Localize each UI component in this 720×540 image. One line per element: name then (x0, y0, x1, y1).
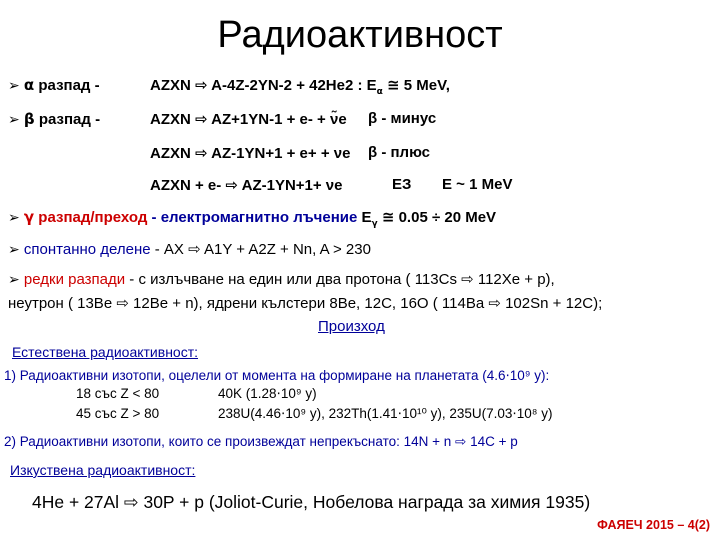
artificial-reaction: 4He + 27Al ⇨ 30P + p (Joliot-Curie, Нобелова награда за химия 1935) (32, 492, 591, 512)
alpha-decay-row (8, 76, 100, 94)
rare-line1: - с излъчване на един или два протона ( 113Cs ⇨ 112Xe + p), (129, 271, 555, 288)
natural-z-low-isotope: 40K (1.28⋅10⁹ y) (218, 386, 317, 401)
rare-decays-row (8, 270, 555, 288)
natural-z-high-isotopes: 238U(4.46⋅10⁹ y), 232Th(1.41⋅10¹⁰ y), 235U(7.03⋅10⁸ y) (218, 406, 553, 421)
fission-row (8, 240, 371, 258)
ec-tag: ЕЗ (392, 176, 412, 193)
gamma-desc: - електромагнитно лъчение (151, 209, 358, 226)
approx-icon: ≅ (387, 76, 400, 94)
gamma-row: ➢ γ разпад/преход - електромагнитно лъчение $E_\gamma$ ≅ 0.05 ÷ 20 MeV (8, 208, 497, 229)
natural-heading: Естествена радиоактивност: (12, 344, 199, 360)
gamma-label: разпад/преход (38, 209, 148, 226)
rare-line2: неутрон ( 13Be ⇨ 12Be + n), ядрени кълстери 8Be, 12C, 16O ( 114Ba ⇨ 102Sn + 12C); (8, 295, 603, 312)
arrow-bullet-icon: ➢ (8, 77, 20, 93)
alpha-formula: AZXN ⇨ A-4Z-2YN-2 + 42He2 : $E_\alpha$ ≅ 5 MeV, (150, 76, 450, 97)
arrow-bullet-icon: ➢ (8, 241, 20, 257)
rare-label: редки разпади (23, 271, 126, 288)
ec-formula: AZXN + e- ⇨ AZ-1YN+1+ νe (150, 177, 343, 194)
natural-item1: 1) Радиоактивни изотопи, оцелели от момента на формиране на планетата (4.6⋅10⁹ y): (4, 368, 550, 383)
beta-minus-suffix: β - минус (368, 110, 437, 127)
beta-label: разпад - (38, 111, 101, 128)
origin-link[interactable]: Произход (318, 318, 385, 335)
gamma-energy: 0.05 ÷ 20 MeV (398, 209, 497, 226)
fission-formula: - AX ⇨ A1Y + A2Z + Nn, A > 230 (154, 241, 371, 258)
ec-energy: E ~ 1 MeV (442, 176, 513, 193)
natural-item2: 2) Радиоактивни изотопи, които се произвеждат непрекъснато: 14N + n ⇨ 14C + p (4, 434, 518, 449)
natural-z-low: 18 със Z < 80 (76, 386, 160, 401)
beta-minus-row (8, 110, 100, 128)
arrow-bullet-icon: ➢ (8, 111, 20, 127)
artificial-heading: Изкуствена радиоактивност: (10, 462, 196, 478)
beta-symbol: β (23, 110, 35, 128)
beta-minus-formula: AZXN ⇨ AZ+1YN-1 + e- + ν̃e (150, 111, 347, 128)
beta-plus-suffix: β - плюс (368, 144, 431, 161)
fission-label: спонтанно делене (23, 241, 151, 258)
arrow-bullet-icon: ➢ (8, 209, 20, 225)
slide-footer: ФАЯЕЧ 2015 – 4(2) (597, 518, 710, 532)
arrow-bullet-icon: ➢ (8, 271, 20, 287)
alpha-symbol: α (23, 76, 35, 94)
natural-z-high: 45 със Z > 80 (76, 406, 160, 421)
alpha-label: разпад - (38, 77, 100, 94)
beta-plus-formula: AZXN ⇨ AZ-1YN+1 + e+ + νe (150, 145, 351, 162)
page-title: Радиоактивност (217, 14, 503, 56)
gamma-symbol: γ (23, 208, 35, 226)
